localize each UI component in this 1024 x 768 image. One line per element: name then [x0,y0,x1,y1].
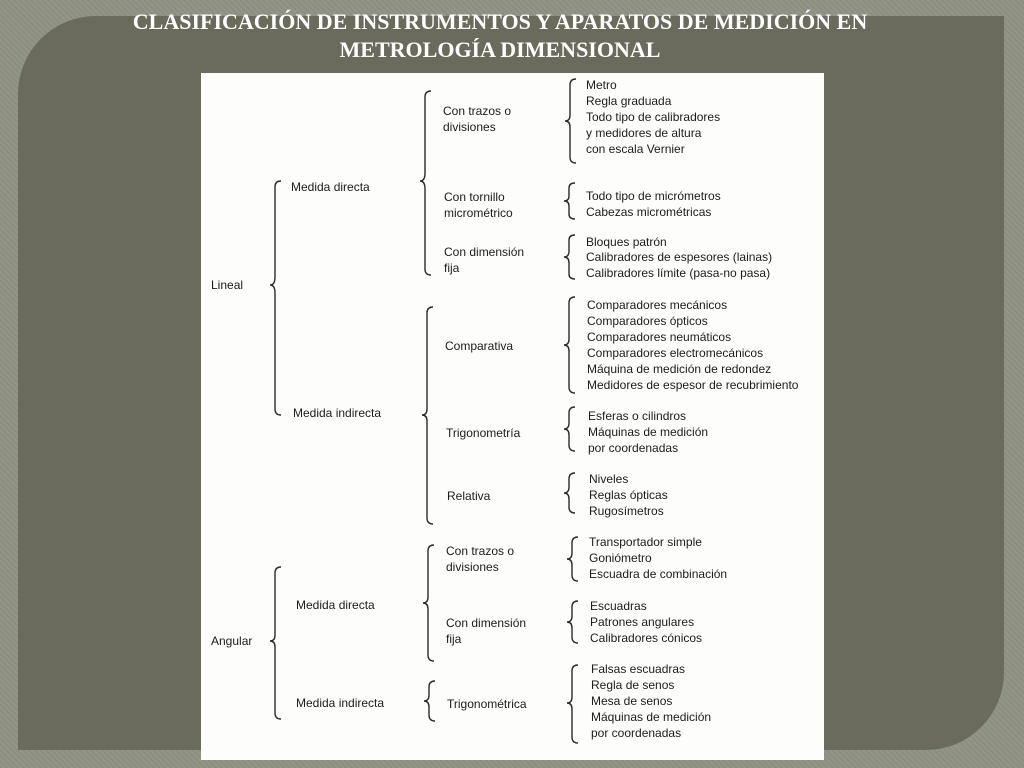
brace-lineal [270,181,281,415]
group-trazos-line-1: Con trazos o [443,104,512,118]
angular-medida-indirecta: Medida indirecta [296,696,385,710]
slide-title [30,8,970,64]
group-trazos-line-2: divisiones [443,120,496,134]
instrument-item: Patrones angulares [590,615,695,629]
group-trigonometria: Trigonometría [446,426,521,440]
slide-title-line-1: CLASIFICACIÓN DE INSTRUMENTOS Y APARATOS DE MEDICIÓN EN [132,9,868,34]
group-relativa: Relativa [447,489,491,503]
instrument-item: Cabezas micrométricas [586,205,712,219]
diagram-canvas [201,73,824,760]
group-ang-fija-line-2: fija [446,632,462,646]
instrument-item: Esferas o cilindros [588,409,687,423]
group-ang-trazos-line-1: Con trazos o [446,544,515,558]
instrument-item: Escuadras [590,599,647,613]
instrument-item: Rugosímetros [589,504,664,518]
instrument-item: Todo tipo de calibradores [586,110,721,124]
instrument-item: Medidores de espesor de recubrimiento [587,378,799,392]
brace-relativa [564,473,575,513]
brace-ang-trazos [567,537,578,581]
instrument-item: Niveles [589,472,629,486]
group-ang-trazos-line-2: divisiones [446,560,499,574]
group-tornillo-line-1: Con tornillo [444,190,505,204]
brace-tornillo [564,183,575,219]
lineal-medida-directa: Medida directa [291,180,370,194]
brace-comparativa [564,297,575,393]
brace-fija [564,235,575,279]
instrument-item: Calibradores cónicos [590,631,703,645]
instrument-item: Mesa de senos [591,694,673,708]
category-angular: Angular [211,634,253,648]
instrument-item: Metro [586,78,617,92]
group-tornillo-line-2: micrométrico [444,206,513,220]
instrument-item: Todo tipo de micrómetros [586,189,721,203]
instrument-item: Máquinas de medición [588,425,709,439]
angular-medida-directa: Medida directa [296,598,375,612]
instrument-item: Calibradores límite (pasa-no pasa) [586,266,771,280]
brace-ang-fija [567,601,578,643]
instrument-item: Comparadores ópticos [587,314,708,328]
lineal-medida-indirecta: Medida indirecta [293,406,382,420]
instrument-item: Regla de senos [591,678,675,692]
instrument-item: por coordenadas [591,726,682,740]
instrument-item: Máquinas de medición [591,710,712,724]
brace-angular [270,567,281,719]
brace-trazos [565,79,576,163]
instrument-item: Comparadores neumáticos [587,330,732,344]
brace-angular-directa [423,545,434,661]
instrument-item: Escuadra de combinación [589,567,728,581]
instrument-item: por coordenadas [588,441,679,455]
slide-title-line-2: METROLOGÍA DIMENSIONAL [339,37,661,62]
instrument-item: Bloques patrón [586,235,667,249]
category-lineal: Lineal [211,278,244,292]
classification-diagram [201,73,824,760]
instrument-item: Máquina de medición de redondez [587,362,772,376]
group-comparativa: Comparativa [445,339,514,353]
brace-trigonometria [564,407,575,451]
group-ang-fija-line-1: Con dimensión [446,616,527,630]
brace-angular-indirecta [424,681,435,721]
group-fija-line-2: fija [444,261,460,275]
group-fija-line-1: Con dimensión [444,245,525,259]
instrument-item: y medidores de altura [586,126,702,140]
instrument-item: Regla graduada [586,94,672,108]
instrument-item: Falsas escuadras [591,662,686,676]
instrument-item: Comparadores mecánicos [587,298,728,312]
instrument-item: Reglas ópticas [589,488,668,502]
instrument-item: Comparadores electromecánicos [587,346,764,360]
instrument-item: Calibradores de espesores (lainas) [586,250,773,264]
instrument-item: con escala Vernier [586,142,685,156]
brace-trigonometrica [567,665,578,743]
group-trigonometrica: Trigonométrica [447,697,527,711]
instrument-item: Goniómetro [589,551,652,565]
brace-lineal-directa [420,91,431,275]
instrument-item: Transportador simple [589,535,702,549]
brace-lineal-indirecta [422,307,433,524]
